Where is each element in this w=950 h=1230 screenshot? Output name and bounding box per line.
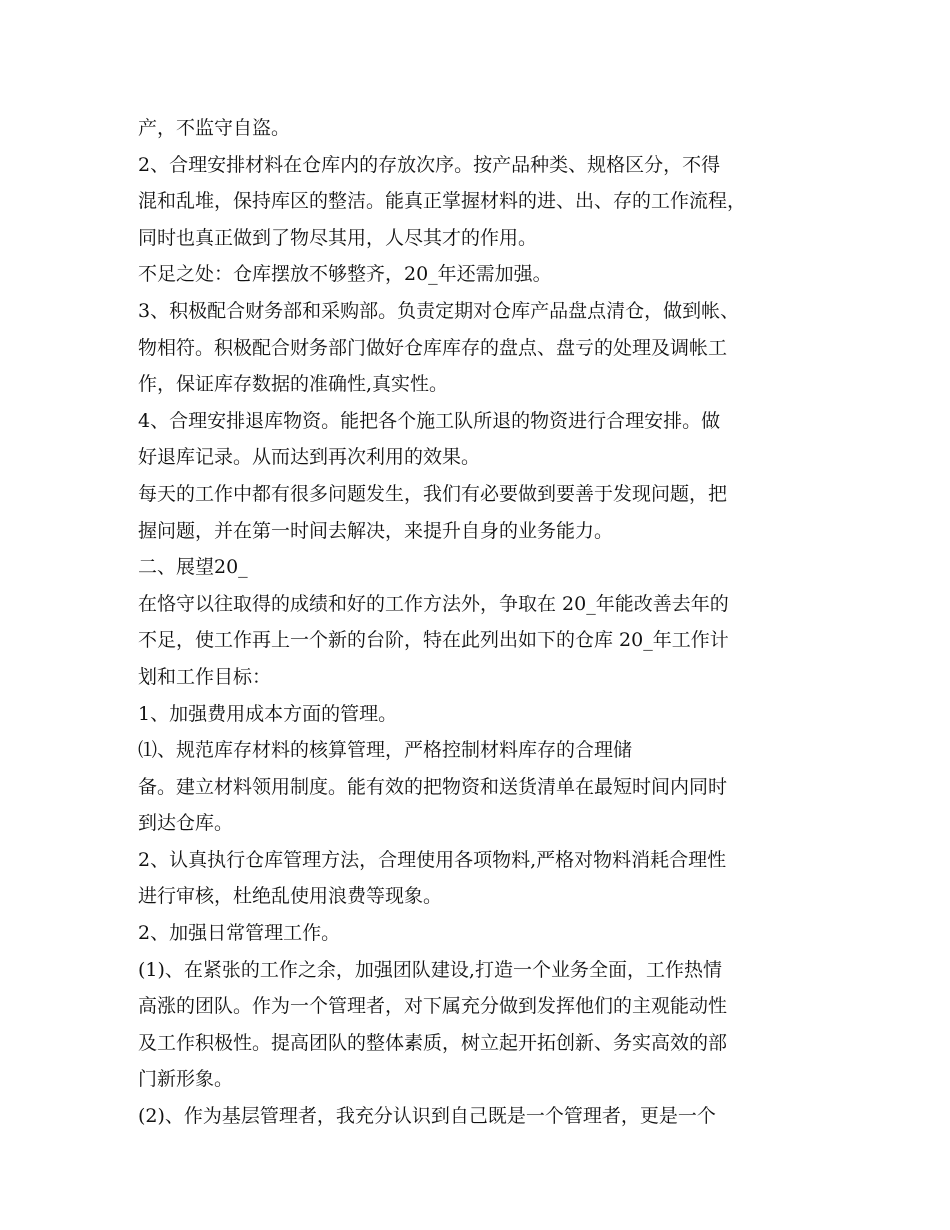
text-line: 每天的工作中都有很多问题发生，我们有必要做到要善于发现问题，把 bbox=[138, 482, 728, 505]
text-line: 产，不监守自盗。 bbox=[138, 117, 291, 139]
text-line: ⑴、规范库存材料的核算管理，严格控制材料库存的合理储 bbox=[138, 739, 633, 762]
text-line: 备。建立材料领用制度。能有效的把物资和送货清单在最短时间内同时 bbox=[138, 775, 728, 798]
text-line: 划和工作目标： bbox=[138, 665, 272, 688]
text-line: 不足之处：仓库摆放不够整齐，20_年还需加强。 bbox=[138, 263, 552, 286]
text-line: 4、合理安排退库物资。能把各个施工队所退的物资进行合理安排。做 bbox=[138, 409, 721, 432]
text-line: 到达仓库。 bbox=[138, 812, 234, 835]
text-line: 不足，使工作再上一个新的台阶，特在此列出如下的仓库 20_年工作计 bbox=[138, 629, 729, 652]
text-line: 2、加强日常管理工作。 bbox=[138, 922, 341, 945]
text-line: 2、认真执行仓库管理方法，合理使用各项物料,严格对物料消耗合理性 bbox=[138, 848, 727, 871]
text-line: 在恪守以往取得的成绩和好的工作方法外，争取在 20_年能改善去年的 bbox=[138, 592, 729, 615]
document-body bbox=[138, 110, 818, 1135]
text-line: 好退库记录。从而达到再次利用的效果。 bbox=[138, 446, 481, 469]
text-line: (1)、在紧张的工作之余，加强团队建设,打造一个业务全面，工作热情 bbox=[138, 958, 722, 981]
text-line: 及工作积极性。提高团队的整体素质，树立起开拓创新、务实高效的部 bbox=[138, 1031, 728, 1054]
text-line: 高涨的团队。作为一个管理者，对下属充分做到发挥他们的主观能动性 bbox=[138, 995, 728, 1018]
text-line: 作，保证库存数据的准确性,真实性。 bbox=[138, 373, 449, 396]
text-line: (2)、作为基层管理者，我充分认识到自己既是一个管理者，更是一个 bbox=[138, 1105, 716, 1128]
text-line: 同时也真正做到了物尽其用，人尽其才的作用。 bbox=[138, 226, 538, 249]
text-line: 物相符。积极配合财务部门做好仓库库存的盘点、盘亏的处理及调帐工 bbox=[138, 336, 728, 359]
text-line: 3、积极配合财务部和采购部。负责定期对仓库产品盘点清仓，做到帐、 bbox=[138, 299, 740, 322]
text-line: 1、加强费用成本方面的管理。 bbox=[138, 702, 398, 725]
text-line: 2、合理安排材料在仓库内的存放次序。按产品种类、规格区分，不得 bbox=[138, 153, 721, 176]
text-line: 握问题，并在第一时间去解决，来提升自身的业务能力。 bbox=[138, 519, 614, 542]
text-line: 门新形象。 bbox=[138, 1068, 234, 1091]
text-line: 进行审核，杜绝乱使用浪费等现象。 bbox=[138, 885, 443, 908]
section-heading: 二、展望20_ bbox=[138, 556, 248, 579]
text-line: 混和乱堆，保持库区的整洁。能真正掌握材料的进、出、存的工作流程， bbox=[138, 190, 747, 213]
